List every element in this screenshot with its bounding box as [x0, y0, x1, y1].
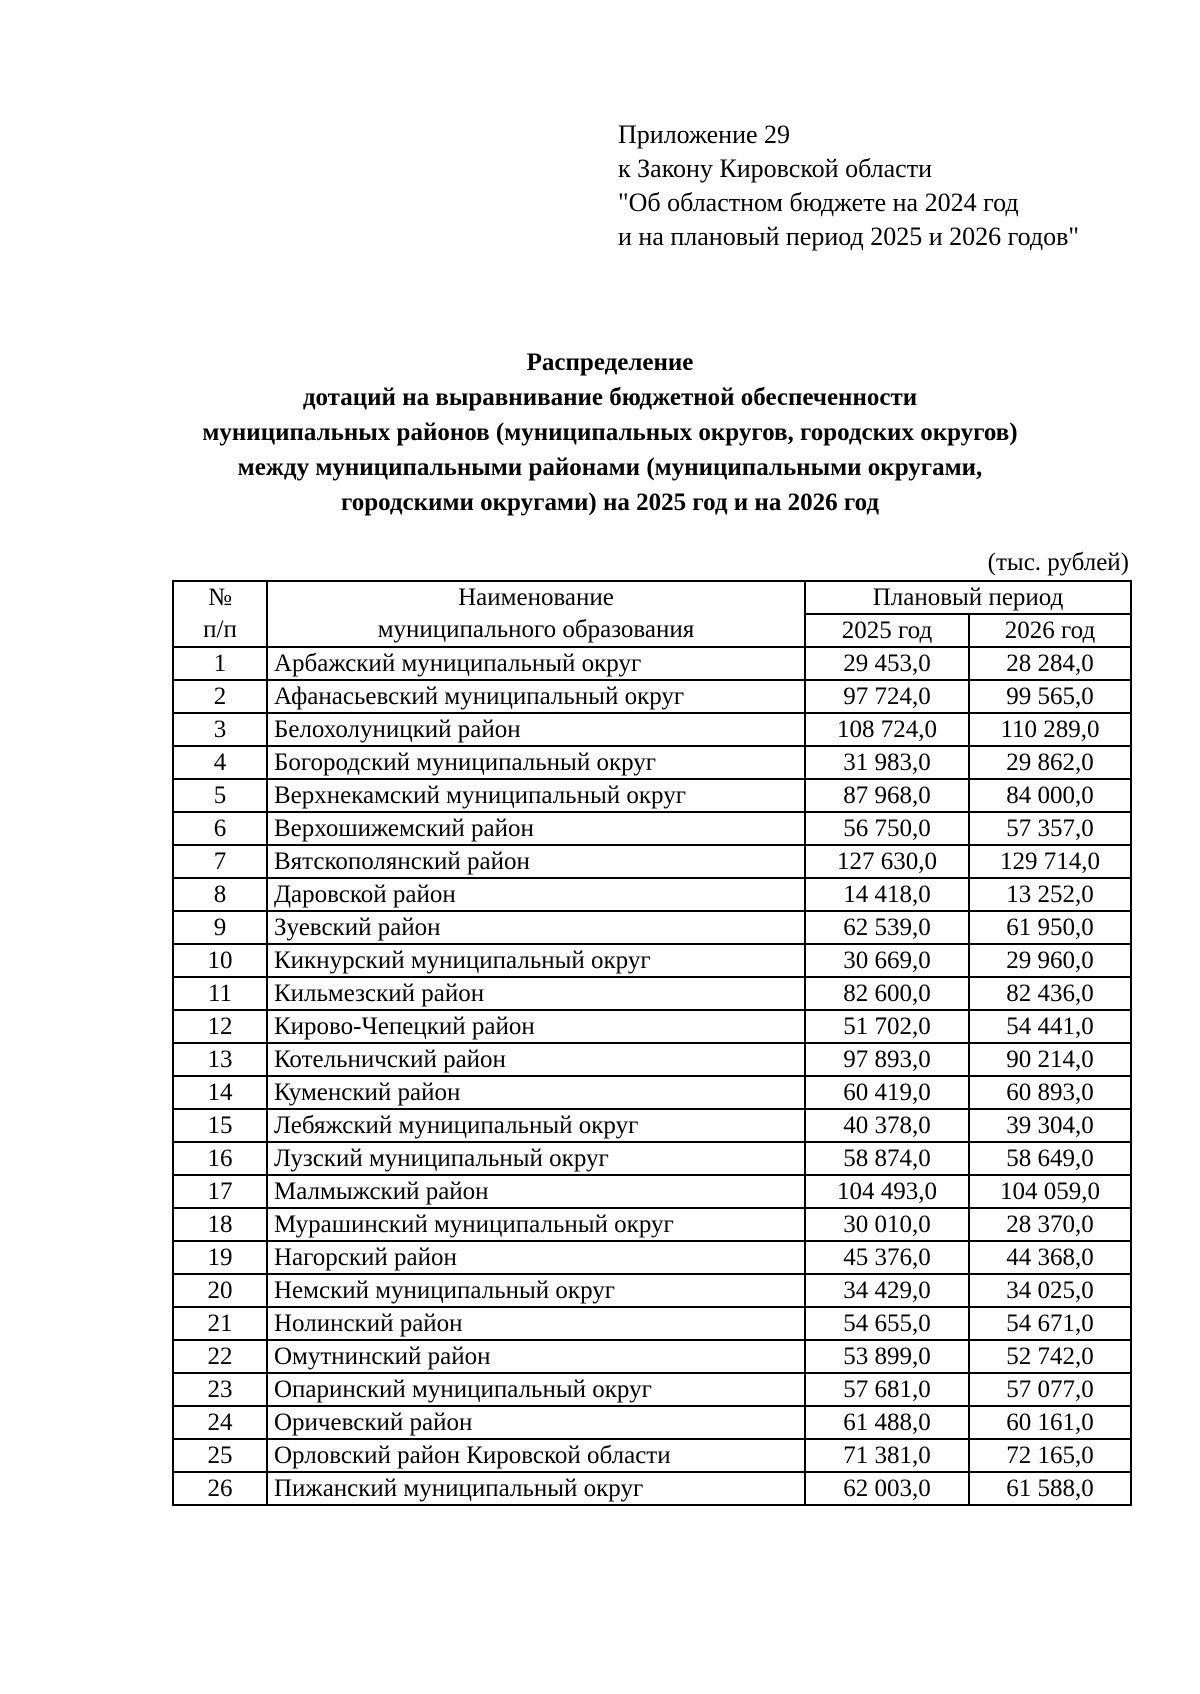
value-2025-cell: 62 539,0	[805, 911, 969, 944]
value-2026-cell: 61 588,0	[969, 1472, 1131, 1505]
value-2026-cell: 60 161,0	[969, 1406, 1131, 1439]
value-2025-cell: 104 493,0	[805, 1175, 969, 1208]
municipality-name-cell: Оричевский район	[267, 1406, 805, 1439]
value-2026-cell: 129 714,0	[969, 845, 1131, 878]
document-title	[130, 345, 1090, 520]
value-2026-cell: 84 000,0	[969, 779, 1131, 812]
value-2026-cell: 57 357,0	[969, 812, 1131, 845]
row-number-cell: 5	[173, 779, 267, 812]
row-number-cell: 20	[173, 1274, 267, 1307]
value-2025-cell: 108 724,0	[805, 713, 969, 746]
value-2025-cell: 127 630,0	[805, 845, 969, 878]
value-2026-cell: 28 370,0	[969, 1208, 1131, 1241]
table-row	[173, 1109, 1131, 1142]
row-number-cell: 10	[173, 944, 267, 977]
title-line: городскими округами) на 2025 год и на 2026 год	[340, 489, 879, 516]
municipality-name-cell: Котельничский район	[267, 1043, 805, 1076]
value-2025-cell: 29 453,0	[805, 647, 969, 680]
municipality-name-cell: Верхнекамский муниципальный округ	[267, 779, 805, 812]
table-row	[173, 944, 1131, 977]
value-2026-cell: 61 950,0	[969, 911, 1131, 944]
row-number-cell: 16	[173, 1142, 267, 1175]
units-label: (тыс. рублей)	[987, 549, 1129, 576]
municipality-name-cell: Омутнинский район	[267, 1340, 805, 1373]
table-row	[173, 1076, 1131, 1109]
row-number-cell: 4	[173, 746, 267, 779]
value-2026-cell: 99 565,0	[969, 680, 1131, 713]
municipality-name-cell: Белохолуницкий район	[267, 713, 805, 746]
table-row	[173, 1142, 1131, 1175]
row-number-cell: 15	[173, 1109, 267, 1142]
table-row	[173, 1274, 1131, 1307]
value-2025-cell: 61 488,0	[805, 1406, 969, 1439]
table-row	[173, 1208, 1131, 1241]
municipality-name-cell: Афанасьевский муниципальный округ	[267, 680, 805, 713]
municipality-name-cell: Арбажский муниципальный округ	[267, 647, 805, 680]
municipality-name-cell: Лузский муниципальный округ	[267, 1142, 805, 1175]
municipality-name-cell: Кирово-Чепецкий район	[267, 1010, 805, 1043]
row-number-cell: 9	[173, 911, 267, 944]
municipality-name-cell: Богородский муниципальный округ	[267, 746, 805, 779]
header-period: Плановый период	[805, 581, 1131, 614]
row-number-cell: 1	[173, 647, 267, 680]
value-2026-cell: 57 077,0	[969, 1373, 1131, 1406]
municipality-name-cell: Кильмезский район	[267, 977, 805, 1010]
value-2025-cell: 56 750,0	[805, 812, 969, 845]
table-row	[173, 911, 1131, 944]
table-row	[173, 1439, 1131, 1472]
distribution-table	[172, 580, 1132, 1506]
table-row	[173, 746, 1131, 779]
value-2025-cell: 53 899,0	[805, 1340, 969, 1373]
row-number-cell: 3	[173, 713, 267, 746]
table-row	[173, 1241, 1131, 1274]
appendix-line: к Закону Кировской области	[618, 154, 932, 183]
value-2026-cell: 82 436,0	[969, 977, 1131, 1010]
municipality-name-cell: Даровской район	[267, 878, 805, 911]
value-2025-cell: 14 418,0	[805, 878, 969, 911]
value-2026-cell: 13 252,0	[969, 878, 1131, 911]
row-number-cell: 2	[173, 680, 267, 713]
row-number-cell: 24	[173, 1406, 267, 1439]
title-line: между муниципальными районами (муниципальными округами,	[237, 454, 983, 481]
value-2026-cell: 29 960,0	[969, 944, 1131, 977]
appendix-line: "Об областном бюджете на 2024 год	[618, 188, 1019, 217]
table-row	[173, 1340, 1131, 1373]
value-2025-cell: 30 010,0	[805, 1208, 969, 1241]
row-number-cell: 12	[173, 1010, 267, 1043]
value-2026-cell: 29 862,0	[969, 746, 1131, 779]
header-name-line1: Наименование	[267, 581, 805, 614]
value-2025-cell: 71 381,0	[805, 1439, 969, 1472]
municipality-name-cell: Верхошижемский район	[267, 812, 805, 845]
header-num-line2: п/п	[173, 614, 267, 647]
table-row	[173, 779, 1131, 812]
value-2026-cell: 34 025,0	[969, 1274, 1131, 1307]
value-2026-cell: 72 165,0	[969, 1439, 1131, 1472]
value-2026-cell: 44 368,0	[969, 1241, 1131, 1274]
table-row	[173, 1307, 1131, 1340]
table-row	[173, 1373, 1131, 1406]
header-year-2026: 2026 год	[969, 614, 1131, 647]
row-number-cell: 19	[173, 1241, 267, 1274]
row-number-cell: 25	[173, 1439, 267, 1472]
title-line: дотаций на выравнивание бюджетной обеспеченности	[302, 384, 918, 411]
value-2026-cell: 110 289,0	[969, 713, 1131, 746]
value-2025-cell: 54 655,0	[805, 1307, 969, 1340]
value-2026-cell: 52 742,0	[969, 1340, 1131, 1373]
value-2025-cell: 57 681,0	[805, 1373, 969, 1406]
table-row	[173, 1406, 1131, 1439]
value-2026-cell: 39 304,0	[969, 1109, 1131, 1142]
table-row	[173, 1043, 1131, 1076]
header-name-line2: муниципального образования	[267, 614, 805, 647]
value-2025-cell: 58 874,0	[805, 1142, 969, 1175]
row-number-cell: 26	[173, 1472, 267, 1505]
municipality-name-cell: Пижанский муниципальный округ	[267, 1472, 805, 1505]
table-row	[173, 1175, 1131, 1208]
municipality-name-cell: Малмыжский район	[267, 1175, 805, 1208]
municipality-name-cell: Опаринский муниципальный округ	[267, 1373, 805, 1406]
value-2025-cell: 87 968,0	[805, 779, 969, 812]
table-row	[173, 647, 1131, 680]
row-number-cell: 14	[173, 1076, 267, 1109]
table-row	[173, 812, 1131, 845]
header-year-2025: 2025 год	[805, 614, 969, 647]
row-number-cell: 23	[173, 1373, 267, 1406]
value-2026-cell: 54 671,0	[969, 1307, 1131, 1340]
value-2025-cell: 97 724,0	[805, 680, 969, 713]
row-number-cell: 21	[173, 1307, 267, 1340]
row-number-cell: 8	[173, 878, 267, 911]
header-num-line1: №	[173, 581, 267, 614]
table-row	[173, 1472, 1131, 1505]
value-2026-cell: 58 649,0	[969, 1142, 1131, 1175]
table-row	[173, 680, 1131, 713]
value-2026-cell: 104 059,0	[969, 1175, 1131, 1208]
municipality-name-cell: Мурашинский муниципальный округ	[267, 1208, 805, 1241]
value-2026-cell: 90 214,0	[969, 1043, 1131, 1076]
row-number-cell: 22	[173, 1340, 267, 1373]
row-number-cell: 17	[173, 1175, 267, 1208]
table-row	[173, 878, 1131, 911]
municipality-name-cell: Лебяжский муниципальный округ	[267, 1109, 805, 1142]
table-row	[173, 713, 1131, 746]
value-2025-cell: 34 429,0	[805, 1274, 969, 1307]
value-2025-cell: 31 983,0	[805, 746, 969, 779]
table-row	[173, 1010, 1131, 1043]
appendix-line: и на плановый период 2025 и 2026 годов"	[618, 222, 1080, 251]
municipality-name-cell: Немский муниципальный округ	[267, 1274, 805, 1307]
municipality-name-cell: Орловский район Кировской области	[267, 1439, 805, 1472]
municipality-name-cell: Кикнурский муниципальный округ	[267, 944, 805, 977]
value-2025-cell: 40 378,0	[805, 1109, 969, 1142]
table-header	[173, 581, 1131, 647]
value-2025-cell: 62 003,0	[805, 1472, 969, 1505]
table-row	[173, 977, 1131, 1010]
row-number-cell: 7	[173, 845, 267, 878]
title-line: Распределение	[526, 349, 694, 376]
title-line: муниципальных районов (муниципальных округов, городских округов)	[202, 419, 1018, 446]
appendix-block	[618, 118, 1079, 254]
value-2025-cell: 97 893,0	[805, 1043, 969, 1076]
value-2025-cell: 30 669,0	[805, 944, 969, 977]
value-2026-cell: 60 893,0	[969, 1076, 1131, 1109]
value-2025-cell: 51 702,0	[805, 1010, 969, 1043]
row-number-cell: 11	[173, 977, 267, 1010]
value-2026-cell: 28 284,0	[969, 647, 1131, 680]
value-2026-cell: 54 441,0	[969, 1010, 1131, 1043]
value-2025-cell: 45 376,0	[805, 1241, 969, 1274]
municipality-name-cell: Зуевский район	[267, 911, 805, 944]
appendix-line: Приложение 29	[618, 120, 791, 149]
municipality-name-cell: Нагорский район	[267, 1241, 805, 1274]
municipality-name-cell: Вятскополянский район	[267, 845, 805, 878]
table-row	[173, 845, 1131, 878]
municipality-name-cell: Куменский район	[267, 1076, 805, 1109]
table-body	[173, 647, 1131, 1505]
row-number-cell: 13	[173, 1043, 267, 1076]
row-number-cell: 18	[173, 1208, 267, 1241]
value-2025-cell: 82 600,0	[805, 977, 969, 1010]
row-number-cell: 6	[173, 812, 267, 845]
value-2025-cell: 60 419,0	[805, 1076, 969, 1109]
municipality-name-cell: Нолинский район	[267, 1307, 805, 1340]
